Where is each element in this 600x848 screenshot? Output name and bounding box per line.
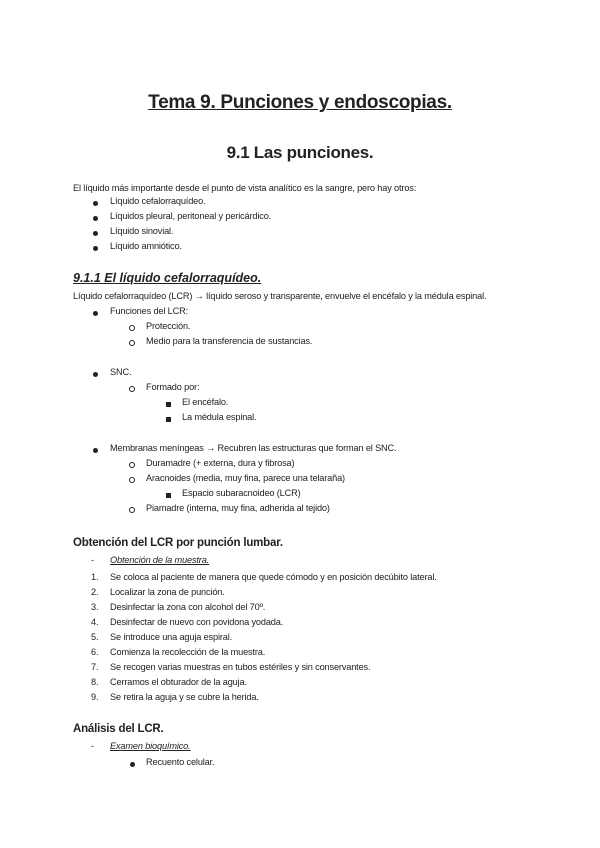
step-text: Se coloca al paciente de manera que quede cómodo y en posición decúbito lateral. bbox=[110, 572, 437, 582]
circle-bullet bbox=[129, 462, 135, 468]
bullet bbox=[93, 372, 98, 377]
list-item: Recuento celular. bbox=[146, 757, 215, 767]
list-item: SNC. bbox=[110, 367, 132, 377]
step-text: Localizar la zona de punción. bbox=[110, 587, 225, 597]
list-item: Piamadre (interna, muy fina, adherida al tejido) bbox=[146, 503, 330, 513]
dash-marker: - bbox=[91, 741, 94, 751]
list-item: Duramadre (+ externa, dura y fibrosa) bbox=[146, 458, 295, 468]
list-item: Líquido cefalorraquídeo. bbox=[110, 196, 206, 206]
step-number: 6. bbox=[91, 647, 99, 657]
step-text: Cerramos el obturador de la aguja. bbox=[110, 677, 247, 687]
list-item: Líquido sinovial. bbox=[110, 226, 174, 236]
step-text: Se retira la aguja y se cubre la herida. bbox=[110, 692, 259, 702]
bullet bbox=[93, 448, 98, 453]
square-bullet bbox=[166, 417, 171, 422]
list-item: Líquido amniótico. bbox=[110, 241, 182, 251]
bullet bbox=[93, 246, 98, 251]
list-item: Aracnoides (media, muy fina, parece una telaraña) bbox=[146, 473, 345, 483]
list-item: Medio para la transferencia de sustancias. bbox=[146, 336, 313, 346]
list-item: Líquidos pleural, peritoneal y pericárdico. bbox=[110, 211, 272, 221]
subsection-heading: 9.1.1 El líquido cefalorraquídeo. bbox=[73, 271, 262, 285]
bullet bbox=[130, 762, 135, 767]
circle-bullet bbox=[129, 325, 135, 331]
circle-bullet bbox=[129, 340, 135, 346]
obtencion-subheading: Obtención de la muestra. bbox=[110, 555, 210, 565]
step-number: 1. bbox=[91, 572, 99, 582]
step-text: Comienza la recolección de la muestra. bbox=[110, 647, 266, 657]
section-heading: 9.1 Las punciones. bbox=[226, 143, 374, 162]
square-bullet bbox=[166, 402, 171, 407]
step-number: 3. bbox=[91, 602, 99, 612]
list-item: La médula espinal. bbox=[182, 412, 257, 422]
list-item: Formado por: bbox=[146, 382, 200, 392]
step-number: 5. bbox=[91, 632, 99, 642]
list-item: Membranas meníngeas → Recubren las estructuras que forman el SNC. bbox=[110, 443, 397, 453]
intro-text: El líquido más importante desde el punto de vista analítico es la sangre, pero hay otros: bbox=[73, 183, 417, 193]
step-text: Desinfectar la zona con alcohol del 70º. bbox=[110, 602, 266, 612]
step-text: Se recogen varias muestras en tubos estériles y sin conservantes. bbox=[110, 662, 371, 672]
bullet bbox=[93, 216, 98, 221]
square-bullet bbox=[166, 493, 171, 498]
dash-marker: - bbox=[91, 555, 94, 565]
step-text: Se introduce una aguja espiral. bbox=[110, 632, 233, 642]
step-number: 4. bbox=[91, 617, 99, 627]
step-number: 9. bbox=[91, 692, 99, 702]
page-title: Tema 9. Punciones y endoscopias. bbox=[148, 92, 452, 113]
list-item: Funciones del LCR: bbox=[110, 306, 188, 316]
bullet bbox=[93, 311, 98, 316]
circle-bullet bbox=[129, 507, 135, 513]
analisis-subheading: Examen bioquímico. bbox=[110, 741, 191, 751]
bullet bbox=[93, 231, 98, 236]
list-item: Protección. bbox=[146, 321, 191, 331]
step-number: 8. bbox=[91, 677, 99, 687]
circle-bullet bbox=[129, 477, 135, 483]
step-number: 2. bbox=[91, 587, 99, 597]
obtencion-heading: Obtención del LCR por punción lumbar. bbox=[73, 537, 283, 549]
list-item: El encéfalo. bbox=[182, 397, 229, 407]
step-number: 7. bbox=[91, 662, 99, 672]
step-text: Desinfectar de nuevo con povidona yodada. bbox=[110, 617, 284, 627]
analisis-heading: Análisis del LCR. bbox=[73, 723, 164, 735]
list-item: Espacio subaracnoideo (LCR) bbox=[182, 488, 301, 498]
bullet bbox=[93, 201, 98, 206]
lcr-definition: Líquido cefalorraquídeo (LCR) → líquido seroso y transparente, envuelve el encéfalo y la médula espinal. bbox=[73, 291, 487, 301]
circle-bullet bbox=[129, 386, 135, 392]
